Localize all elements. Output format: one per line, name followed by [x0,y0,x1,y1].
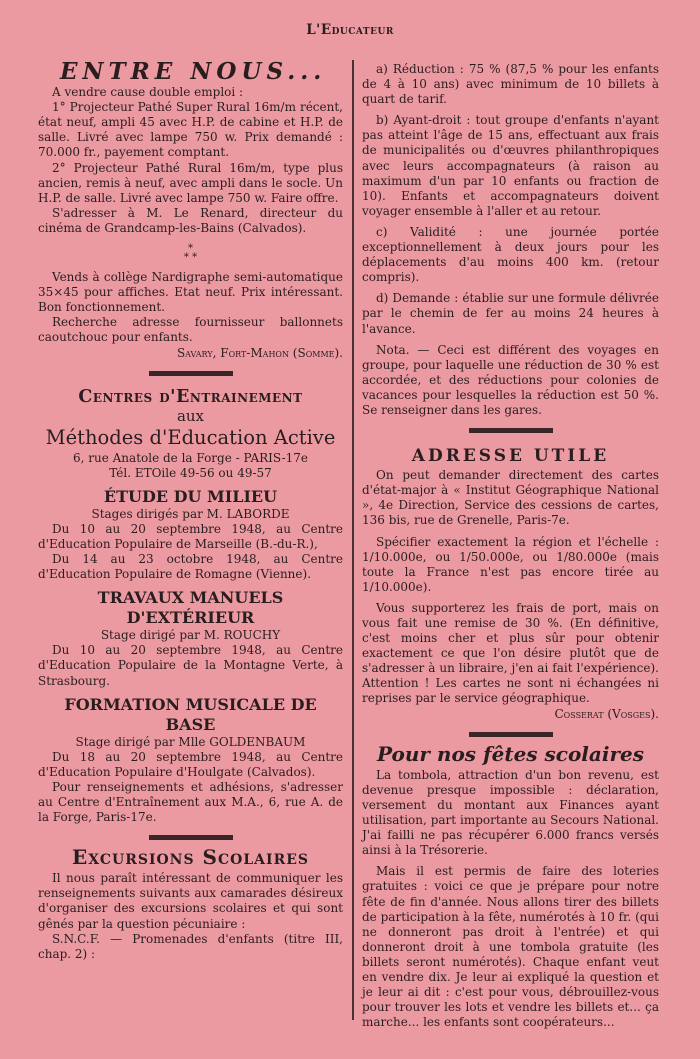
section-rule [149,835,233,840]
paragraph: Du 10 au 20 septembre 1948, au Centre d'Education Populaire de Marseille (B.-du-R.), [38,521,343,551]
column-divider [352,60,354,1020]
paragraph: 1° Projecteur Pathé Super Rural 16m/m récent, état neuf, ampli 45 avec H.P. de cabine et H.P. de salle. Livré avec lampe 750 w. Prix demandé : 70.000 fr., payement comptant. [38,100,343,160]
paragraph: Recherche adresse fournisseur ballonnets caoutchouc pour enfants. [38,315,343,345]
section-title-excursions: Excursions Scolaires [71,845,310,870]
paragraph: Stage dirigé par Mlle GOLDENBAUM [75,734,306,749]
paragraph: a) Réduction : 75 % (87,5 % pour les enfants de 4 à 10 ans) avec minimum de 10 billets à quart de tarif. [362,62,659,107]
section-title-entre-nous: ENTRE NOUS... [60,58,327,85]
paragraph: S.N.C.F. — Promenades d'enfants (titre III, chap. 2) : [38,931,343,961]
heading-formation-musicale: FORMATION MUSICALE DE BASE [64,694,317,734]
paragraph: Il nous paraît intéressant de communiquer les renseignements suivants aux camarades désireux d'organiser des excursions scolaires et qui sont gênés par la question pécuniaire : [38,871,343,931]
telephone: Tél. ETOile 49-56 ou 49-57 [109,465,272,480]
paragraph: S'adresser à M. Le Renard, directeur du cinéma de Grandcamp-les-Bains (Calvados). [38,205,343,235]
paragraph: Spécifier exactement la région et l'échelle : 1/10.000e, ou 1/50.000e, ou 1/80.000e (mais toute la France n'est pas encore tirée au 1/10.000e). [362,534,659,594]
section-title-fetes-scolaires: Pour nos fêtes scolaires [377,741,644,766]
subtitle-aux: aux [176,406,205,425]
paragraph: A vendre cause double emploi : [52,85,244,100]
paragraph: Nota. — Ceci est différent des voyages en groupe, pour laquelle une réduction de 30 % est accordée, et des réductions pour colonies de vacances pour lesquelles la réduction est 50 %. Se renseigner dans les gares. [362,342,659,417]
heading-travaux-manuels: TRAVAUX MANUELS D'EXTÉRIEUR [97,588,284,628]
paragraph: Stage dirigé par M. ROUCHY [100,628,281,643]
heading-etude-du-milieu: ÉTUDE DU MILIEU [103,486,278,506]
paragraph: d) Demande : établie sur une formule délivrée par le chemin de fer au moins 24 heures à l'avance. [362,291,659,336]
asterism: * * * [183,243,198,264]
paragraph: Vends à collège Nardigraphe semi-automatique 35×45 pour affiches. Etat neuf. Prix intéressant. Bon fonctionnement. [38,270,343,315]
paragraph: On peut demander directement des cartes d'état-major à « Institut Géographique National », 4e Direction, Service des cessions de cartes, 136 bis, rue de Grenelle, Paris-7e. [362,468,659,528]
paragraph: Du 14 au 23 octobre 1948, au Centre d'Education Populaire de Romagne (Vienne). [38,552,343,582]
section-rule [469,428,553,433]
paragraph: La tombola, attraction d'un bon revenu, est devenue presque impossible : déclaration, versement du montant aux Finances ayant utilisation, part importante au Secours National. J'ai failli ne pas récupérer 6.000 francs versés ainsi à la Trésorerie. [362,767,659,858]
section-rule [469,732,553,737]
paragraph: c) Validité : une journée portée exceptionnellement à deux jours pour les déplacements d'au moins 400 km. (retour compris). [362,224,659,285]
section-title-adresse-utile: ADRESSE UTILE [411,446,610,467]
section-title-centres: Centres d'Entrainement [78,386,303,407]
paragraph: Vous supporterez les frais de port, mais on vous fait une remise de 30 %. (En définitive, c'est moins cher et plus sûr pour obtenir exactement ce que l'on désire plutôt que de s'adresser à un libraire, j'en ai fait l'expérience). Attention ! Les cartes ne sont ni échangées ni reprises par le service géographique. [362,600,659,706]
running-header: L'Educateur [306,22,394,38]
paragraph: Mais il est permis de faire des loteries gratuites : voici ce que je prépare pour notre fête de fin d'année. Nous allons tirer des billets de participation à la fête, numérotés à 10 fr. (qui ne donneront pas droit à l'entrée) et qui donneront droit à une tombola gratuite (les billets seront numérotés). Chaque enfant veut en vendre dix. Je leur ai expliqué la question et je leur ai dit : c'est pour vous, débrouillez-vous pour trouver les lots et vendre les billets et... ça marche... les enfants sont coopérateurs... [362,864,659,1030]
paragraph: Stages dirigés par M. LABORDE [91,506,290,521]
subtitle-methodes: Méthodes d'Education Active [45,425,336,449]
address: 6, rue Anatole de la Forge - PARIS-17e [73,450,308,465]
paragraph: 2° Projecteur Pathé Rural 16m/m, type plus ancien, remis à neuf, avec ampli dans le socle. Un H.P. de salle. Livré avec lampe 750 w. Faire offre. [38,160,343,205]
section-rule [149,371,233,376]
signature: Savary, Fort-Mahon (Somme). [176,345,343,360]
right-column [362,62,659,1030]
paragraph: b) Ayant-droit : tout groupe d'enfants n'ayant pas atteint l'âge de 15 ans, effectuant aux frais de municipalités ou d'œuvres philanthropiques avec leurs accompagnateurs (à raison au maximum d'un par 10 enfants ou fraction de 10). Enfants et accompagnateurs doivent voyager ensemble à l'aller et au retour. [362,113,659,218]
paragraph: Pour renseignements et adhésions, s'adresser au Centre d'Entraînement aux M.A., 6, rue A. de la Forge, Paris-17e. [38,779,343,825]
signature: Cosserat (Vosges). [554,706,659,721]
left-column [38,58,343,962]
paragraph: Du 10 au 20 septembre 1948, au Centre d'Education Populaire de la Montagne Verte, à Strasbourg. [38,643,343,688]
paragraph: Du 18 au 20 septembre 1948, au Centre d'Education Populaire d'Houlgate (Calvados). [38,749,343,779]
